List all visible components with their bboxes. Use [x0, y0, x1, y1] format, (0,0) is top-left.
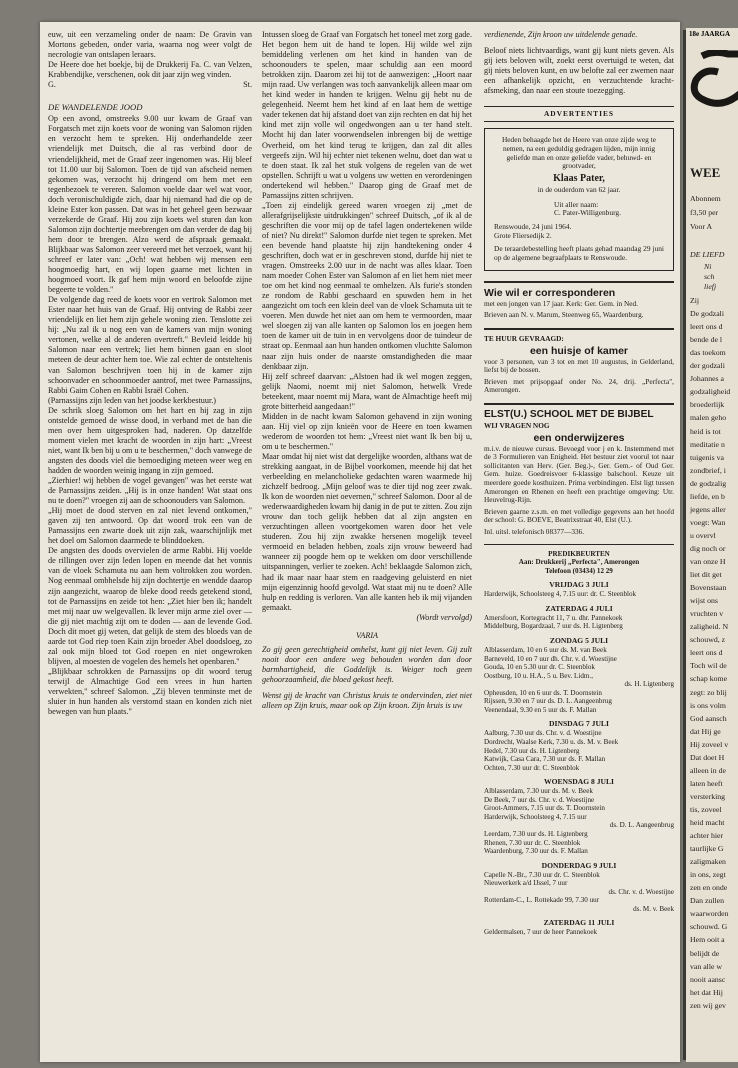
paragraph: euw, uit een verzameling onder de naam: De Gravin van Mortons gebeden, onder varia, waarna nog weer volgt de necrologie van ontslapen leraars.	[48, 30, 252, 60]
italic-paragraph: Wenst gij de kracht van Christus kruis te ondervinden, ziet niet alleen op Zijn kruis, maar ook op Zijn kroon. Zijn kruis is uw	[262, 691, 472, 711]
schedule-entry: Barneveld, 10 en 7 uur dh. Chr. v. d. Woestijne	[484, 654, 617, 663]
next-page-line: heid macht	[690, 818, 725, 827]
varia-paragraph: Beloof niets lichtvaardigs, want gij kunt niets geven. Als gij iets beloven wilt, zoekt eerst overtuigd te weten, dat gij niets beloven kunt, en uw belofte zal eer zwemen naar een afhankelijk opzicht, en verzuchtende kracht-afsmeking, dan naar een stoute toezegging.	[484, 46, 674, 96]
next-page-line: Hem ooit a	[690, 935, 725, 945]
next-page-line: De godzali	[690, 309, 724, 319]
correspondence-heading: Wie wil er corresponderen	[484, 286, 616, 299]
notice-intro: Heden behaagde het de Heere van onze zijde weg te nemen, na een geduldig gedragen lijden, mijn innig geliefde man en onze geliefde vader, behuwd- en grootvader,	[501, 135, 657, 171]
schedule-entry: Rhenen, 7.30 uur dr. C. Steenblok	[484, 838, 581, 847]
next-page-line: achter hier	[690, 831, 724, 841]
schedule-entry: ds. Chr. v. d. Woestijne	[608, 887, 674, 896]
newspaper-page	[40, 22, 680, 1062]
paragraph: (Parnassijns zijn leden van het joodse kerkbestuur.)	[48, 395, 217, 405]
next-page-line: wijst ons	[690, 596, 718, 606]
paragraph: Intussen sloeg de Graaf van Forgatsch het toneel met zorg gade. Het begon hem uit de hand te lopen. Hij wilde wel zijn bemiddeling verlenen om het kind in handen van de schoonouders te spelen, maar schuldig aan een moord betrokken zijn. Daarom zei hij tot de aanwezigen: „Hoort naar mijn raad. Uw verlangen was toch aanvankelijk alleen maar om het kind weder in handen te krijgen. Welnu gij hebt nu de gelegenheid. Neemt hem het kind af en laat hem de wettige vader tekenen dat hij afstand doet van zijn rechten en dat hij het kind met zijn volle wil ongedwongen aan u ter hand stelt. Mocht hij dan later voorwendselen inbrengen bij de wettige Overheid, om het kind terug te krijgen, dan zal dit alles vergeefs zijn. Wil hij echter niet tekenen welnu, doet dan wat u te doen staat. Ik zal het stuk volgens de regelen van de wet opstellen. Schrijft u wat u volgens uw wetten en verordeningen ondertekend wil hebben." Daarop ging de Graaf met de Parnassijns zitten schrijven.	[262, 30, 472, 200]
to-be-continued: (Wordt vervolgd)	[416, 612, 472, 622]
next-page-line: belijdt de	[690, 948, 720, 958]
school-heading: ELST(U.) SCHOOL MET DE BIJBEL	[484, 409, 654, 421]
rent-heading: TE HUUR GEVRAAGD:	[484, 334, 564, 343]
schedule-entry: De Beek, 7 uur ds. Chr. v. d. Woestijne	[484, 795, 595, 804]
school-subheading: WIJ VRAGEN NOG	[484, 421, 550, 431]
paragraph: „Zierhier! wij hebben de vogel gevangen" was het eerste wat de Parnassijns zeiden. „Hij is in onze handen! Wat staat ons nu te doen?" vroegen zij aan de schoonouders van Salomon.	[48, 476, 252, 506]
schedule-day: DINSDAG 7 JULI	[549, 719, 609, 729]
next-page-line: God aansch	[690, 713, 727, 723]
varia-continued: verdienende, Zijn kroon uw uitdelende genade.	[484, 30, 638, 39]
section-heading: VARIA	[355, 630, 379, 640]
next-page-line: zen wij gev	[690, 1000, 726, 1010]
next-page-line: voegt: Wan	[690, 517, 726, 527]
schedule-entry: Alblasserdam, 7.30 uur ds. M. v. Beek	[484, 787, 593, 796]
next-page-line: sch	[704, 272, 715, 281]
next-page-line: nooit aansc	[690, 974, 726, 984]
schedule-entry: Geldermalsen, 7 uur de heer Pannekoek	[484, 928, 598, 937]
notice-name: Klaas Pater,	[553, 173, 605, 185]
next-page-line: schap kome	[690, 674, 728, 684]
next-page-line: Zij	[690, 296, 700, 305]
school-body: m.i.v. de nieuwe cursus. Bevoegd voor j en k. Instemmend met de 3 Formulieren van Enigheid. Het bestuur ziet voorul tot naar sollicitanten van Herv. (Ger. Beg.)-, Ger. Gem.- of Oud Ger. Gem. huize. Goedreisvoer 6-klassige balschool. Keuze uit meerdere goede kosthuizen. Prima verbindingen. Elst ligt tussen Amerongen en Rhenen en heeft een prachtige omgeving: Utr. Heuvelrug-Rijn.	[484, 443, 674, 505]
notice-address-1: Renswoude, 24 juni 1964.	[494, 221, 572, 231]
schedule-entry: Leerdam, 7.30 uur ds. H. Ligtenberg	[484, 830, 588, 838]
next-page-line: zondbrief, i	[690, 465, 726, 475]
next-page-line: der godzali	[690, 361, 725, 371]
next-page-line: Johannes a	[690, 374, 724, 384]
schedule-entry: Oostburg, 10 u. H.A., 5 u. Bev. Lidm.,	[484, 671, 593, 680]
next-page-line: bende de l	[690, 335, 723, 345]
rent-title: een huisje of kamer	[529, 344, 629, 357]
school-address: Brieven gaarne z.s.m. en met volledige gegevens aan het hoofd der school: G. BOEVE, Beatrixstraat 40, Elst (U.).	[484, 506, 674, 525]
paragraph: „Blijkbaar schrokken de Parnassijns op dit woord terug terwijl de Almachtige God een vrees in hun harten verwekten," schreef Salomon. „Zij bleven tenminste met de sluier in hun handen als verstomd staan en konden zich niet bewegen van hun plaats."	[48, 666, 252, 717]
predikbeurten-phone: Telefoon (03434) 12 29	[545, 566, 613, 575]
paragraph: De schrik sloeg Salomon om het hart en hij zag in zijn ontstelde gemoed de wisse dood, in verband met de ban die men over hem uitgesproken had, naderen. Op datzelfde moment vielen met kracht de woorden in zijn hart: „Vreest niet, want Ik ben bij u om u te beschermen," doch vanwege de angsten des doods viel die bemoediging meteen weer weg en hadden de woorden weinig ingang in zijn gemoed.	[48, 405, 252, 475]
notice-age: in de ouderdom van 62 jaar.	[537, 184, 621, 194]
next-page-line: godzaligheid	[690, 387, 731, 397]
paragraph: De Heere doe het boekje, bij de Drukkerij Fa. C. van Velzen, Krabbendijke, verschenen, ook dit jaar zijn weg vinden.	[48, 60, 252, 80]
column-right	[484, 30, 674, 937]
next-page-line: versterking	[690, 791, 726, 801]
schedule-entry: Aalburg, 7.30 uur ds. Chr. v. d. Woestijne	[484, 729, 602, 738]
paragraph: De volgende dag reed de koets voor en vertrok Salomon met Ester naar het huis van de Graaf. Hij ontving de Rabbi zeer vriendelijk en liet hem zijn gehele woning zien. Tenslotte zei hij: „Nu zal ik u nog een van de kamers van mijn woning vertonen, welke al de anderen overtreft." Bevleid leidde hij Salomon naar een vertrek; liet hem binnen gaan en sloot meteen de deur achter hem toe. Wie zal echter de ontsteltenis van Salomon beschrijven toen hij in de kamer zijn schoonvader en schoonmoeder aantrof, met twee Parnassijns, Rabbi Gaim Cohen en Rabbi Israël Cohen.	[48, 295, 252, 395]
next-page-line: liet dit get	[690, 570, 722, 580]
schedule-entry: ds. D. L. Aangeenbrug	[609, 821, 674, 830]
next-page-line: broederlijk	[690, 400, 725, 410]
masthead-logo-fragment	[686, 50, 738, 130]
signature-line	[48, 80, 252, 90]
next-page-line: waarworden	[690, 909, 729, 919]
next-page-line: van alle w	[690, 961, 723, 971]
next-page-line: vruchten v	[690, 609, 724, 619]
schedule-day: ZONDAG 5 JULI	[549, 636, 609, 646]
schedule-entry: Middelburg, Bogardzaal, 7 uur ds. H. Ligtenberg	[484, 622, 623, 631]
column-middle	[262, 30, 472, 717]
schedule-entry: Waardenburg, 7.30 uur ds. F. Mallan	[484, 847, 588, 856]
next-page-line: liefj	[704, 282, 717, 291]
rent-body: voor 3 personen, van 3 tot en met 10 augustus, in Gelderland, liefst bij de bossen.	[484, 356, 674, 375]
next-page-line: tis, zoveel	[690, 804, 722, 814]
schedule-entry: ds. M. v. Beek	[633, 904, 674, 913]
next-page-line: zaligheid. N	[690, 622, 729, 632]
schedule-entry: ds. H. Ligtenberg	[624, 680, 674, 689]
next-page-line: Dat doet H	[690, 752, 725, 762]
next-page-line: Hij zoveel v	[690, 739, 729, 749]
schedule-entry: Alblasserdam, 10 en 6 uur ds. M. van Beek	[484, 646, 607, 655]
notice-burial: De teraardebestelling heeft plaats gehad maandag 29 juni op de algemene begraafplaats te Renswoude.	[494, 244, 664, 263]
sermon-schedule	[484, 580, 674, 937]
schedule-entry: Harderwijk, Schoolsteeg 4, 7.15 uur	[484, 812, 587, 821]
next-page-line: f3,50 per	[690, 208, 719, 217]
next-page-line: in ons, zegt	[690, 870, 726, 880]
next-page-line: de godzalig	[690, 478, 727, 488]
next-page-line: u overvl	[690, 530, 716, 540]
next-page-line: Bovenstaan	[690, 583, 727, 593]
schedule-entry: Veenendaal, 9.30 en 5 uur ds. F. Mallan	[484, 705, 597, 714]
notice-address-2: Grote Fliersedijk 2.	[494, 230, 552, 240]
next-page-line: Ni	[704, 262, 712, 271]
next-page-line: schouwd, z	[690, 635, 726, 645]
next-page-line: leert ons d	[690, 648, 723, 658]
predikbeurten-printer: Aan: Drukkerij „Perfecta", Amerongen	[518, 558, 640, 567]
paragraph: Hij zelf schreef daarvan: „Alstoen had ik wel mogen zeggen, gelijk Naomi, noemt mij niet Salomon, hetwelk Vrede beteekent, maar noemt mij Mara, want de Almachtige heeft mij grote bitterheid aangedaan!"	[262, 371, 472, 411]
italic-paragraph: Zo gij geen gerechtigheid omhelst, kunt gij niet leven. Gij zult nooit door een andere weg behouden worden dan door barmhartigheid, die Goddelijk is. Weiger toch geen gehoorzaamheid, die bloed gekost heeft.	[262, 644, 472, 684]
advertenties-heading: ADVERTENTIES	[484, 106, 674, 122]
next-page-line: zen en onde	[690, 883, 728, 893]
schedule-entry: Gouda, 10 en 5.30 uur dr. C. Steenblok	[484, 663, 595, 672]
next-page-line: DE LIEFD	[690, 250, 725, 259]
adjacent-page	[686, 28, 738, 1062]
correspondence-body: met een jongen van 17 jaar. Kerk: Ger. Gem. in Ned.	[484, 298, 638, 308]
schedule-day: DONDERDAG 9 JULI	[541, 860, 617, 870]
next-page-line: zegt: zo blij	[690, 687, 727, 697]
notice-uit: Uit aller naam:	[554, 199, 599, 209]
next-page-line: das toekom	[690, 348, 726, 358]
schedule-entry: Rijssen, 9.30 en 7 uur ds. D. L. Aangeenbrug	[484, 697, 612, 706]
schedule-day: ZATERDAG 11 JULI	[543, 918, 615, 928]
school-phone: Inl. uitsl. telefonisch 08377—336.	[484, 527, 585, 537]
schedule-entry: Ochten, 7.30 uur dr. C. Steenblok	[484, 763, 580, 772]
next-page-line: jegens aller	[690, 504, 726, 514]
next-page-line: Abonnem	[690, 194, 721, 203]
next-page-line: meditatie n	[690, 439, 725, 449]
schedule-entry: Opheusden, 10 en 6 uur ds. T. Doornstein	[484, 688, 602, 697]
notice-signature: C. Pater-Willigenburg.	[554, 208, 621, 218]
next-page-line: van onze H	[690, 557, 726, 566]
schedule-day: WOENSDAG 8 JULI	[543, 777, 615, 787]
next-page-line: Dan zullen	[690, 896, 724, 906]
next-page-line: alleen in de	[690, 765, 726, 775]
next-page-line: Toch wil de	[690, 661, 727, 671]
schedule-day: ZATERDAG 4 JULI	[545, 603, 613, 613]
next-page-line: laten heeft	[690, 778, 723, 788]
column-left	[48, 30, 252, 717]
next-page-line: schouwd. G	[690, 922, 728, 932]
next-page-line: dat Hij ge	[690, 726, 721, 736]
next-page-line: leert ons d	[690, 322, 723, 332]
next-page-line: taurlijke G	[690, 844, 724, 854]
signature-left: G.	[48, 80, 56, 90]
paragraph: „Hij moet de dood sterven en zal niet levend ontkomen," gaven zij ten antwoord. Op dat woord trok een van de Parnassijns een zwarte doek uit zijn zak, waarschijnlijk met het doel om Salomon daarmede te blinddoeken.	[48, 506, 252, 546]
rent-address: Brieven met prijsopgaaf onder No. 24, drij. „Perfecta", Amerongen.	[484, 376, 674, 395]
schedule-entry: Dordrecht, Waalse Kerk, 7.30 u. ds. M. v. Beek	[484, 738, 619, 747]
next-page-line: malen geho	[690, 413, 727, 423]
paragraph: Maar omdat hij niet wist dat dergelijke woorden, althans wat de strekking aangaat, in de Bijbel voorkomen, meende hij dat het verbeelding en melancholieke gedachten waren waarmede hij zichzelf bedroog. „Mijn geloof was te dier tijd nog zeer zwak. Ik kon de woorden niet oevernen," schreef Salomon. Door al de wederwaardigheden kwam hij danig in de put te zitten. Zou zijn vrouw dan toch gelijk hebben dat al zijn angsten en verzuchtingen alleen voortgekomen waren door het vele studeren. Zou hij zijn zwakke hersenen mogelijk teveel vermoeid en beladen hebben, zoals zijn vrouw beweerd had wanneer zij poogde hem op te wekken om door verschillende uitspanningen, verlier te zoeken. Ach! beklaagde Salomon zich, had ik maar naar haar stem en raadgeving geluisterd en niet mijn eigenzinnig hoofd gevolgd. Wat staat mij nu te doen? Alle hulp en redding is verloren. Van alle kanten heb ik mij vijanden gemaakt.	[262, 451, 472, 612]
next-page-line: dig noch or	[690, 543, 726, 553]
signature-right: St.	[243, 80, 252, 90]
paragraph: De angsten des doods overvielen de arme Rabbi. Hij voelde de rillingen over zijn leden lopen en meende dat het vonnis van de vloek Schamuta nu aan hem voltrokken zou worden. Nog eenmaal ombhelsde hij zijn dochtertje en wendde daarop zijn aangezicht, waarop de bleke dood reeds getekend stond, tot de Parnassijns en zeide tot hen: „Ziet hier ben ik; handelt met mij naar uw welgevallen. Ik lever mijn arme ziel over — die gij niet machtig zijt om te doden — aan de levende God. Doch dit moet gij weten, dat gelijk de stem des bloeds van de aarde tot God riep toen Kain zijn broeder Abel doodsloeg, zo zal ook mijn bloed tot God roepen en niet ongewroken blijven, al moesten de vogelen des hemels het openbaren."	[48, 546, 252, 666]
paragraph: Midden in de nacht kwam Salomon gehavend in zijn woning aan. Hij viel op zijn knieën voor de Heere en toen kwamen wederom de woorden tot hem: „Vreest niet want Ik ben bij u, om u te beschermen."	[262, 411, 472, 451]
next-page-line: is ons volm	[690, 700, 726, 710]
schedule-entry: Harderwijk, Schoolsteeg 4, 7.15 uur: dr. C. Steenblok	[484, 590, 637, 599]
schedule-entry: Amersfoort, Kortegracht 11, 7 u. dhr. Pannekoek	[484, 613, 623, 622]
death-notice	[484, 128, 674, 270]
schedule-entry: Rotterdam-C., L. Rottekade 99, 7.30 uur	[484, 896, 600, 905]
paragraph: Op een avond, omstreeks 9.00 uur kwam de Graaf van Forgatsch met zijn koets voor de woning van Salomon rijden en verzocht hem te spreken. Hij onderhandelde zeer vriendelijk met Duitsch, die al ras verbind door de vriendelijkheid, met de Graaf zeer ingenomen was. Hij bleef tot 11.00 uur bij Salomon. Toen de tijd van afscheid nemen gekomen was, verzocht hij dringend om hem met een tegenbezoek te vereren. Salomon voelde daar wel wat voor, doch veronischuldigde zich, daar hij niemand had die op de kleine Ester kon passen. Dat was in het geheel geen bezwaar verzekerde de Graaf. Hij zou zijn koets wel sturen dan kon Salomon zijn dochtertje meebrengen om dan verder de dag bij hem door te brengen. Alzo werd de afspraak gemaakt. Blijkbaar was Salomon zeer vereerd met het verzoek, want hij schreef er later van: „Och! wat hebben wij mensen een hoogmoedig hart, en wij lopen gaarne met lichten in hoogmoed voort. Ik gaf hem mijn woord en beloofde zijne begeerte te volden."	[48, 114, 252, 295]
schedule-entry: Groot-Ammers, 7.15 uur ds. T. Doornstein	[484, 804, 605, 813]
schedule-entry: Katwijk, Casa Cara, 7.30 uur ds. F. Mallan	[484, 755, 606, 764]
next-page-header: 18e JAARGA	[686, 28, 738, 40]
schedule-entry: Hedel, 7.30 uur ds. H. Ligtenberg	[484, 746, 580, 755]
schedule-entry: Capelle N.-Br., 7.30 uur dr. C. Steenblok	[484, 870, 600, 879]
schedule-day: VRIJDAG 3 JULI	[549, 580, 609, 590]
predikbeurten-heading: PREDIKBEURTEN	[548, 549, 610, 558]
next-page-line: heid is tot	[690, 426, 721, 436]
next-page-line: WEE	[690, 165, 721, 180]
next-page-line: het dat Hij	[690, 987, 723, 997]
next-page-line: zaligmaken	[690, 857, 726, 867]
school-title: een onderwijzeres	[533, 431, 625, 444]
next-page-line: liefde, en b	[690, 491, 725, 501]
correspondence-address: Brieven aan N. v. Marum, Steenweg 65, Waardenburg.	[484, 310, 644, 320]
next-page-line: Voor A	[690, 222, 713, 231]
next-page-line: tuigenis va	[690, 452, 724, 462]
article-heading: DE WANDELENDE JOOD	[48, 102, 143, 113]
paragraph: „Toen zij eindelijk gereed waren vroegen zij „met de allerafgrijselijkste uitdrukkingen" schreef Duitsch, „of ik al de geschriften die voor mij op de tafel lagen ondertekenen wilde of niet? Nu direkt!" Salomon durfde niet tegen te spreken. Met een bevende hand plaatste hij zijn handtekening onder 4 geschriften, doch wat er in geschreven stond, durfde hij niet te vragen. Omstreeks 2.00 uur in de nacht was alles klaar. Toen nam moeder Cohen Ester van Salomon af en liet hem niet meer toe om het kind nog eenmaal te omhelzen. Als furie's stonden ze rondom de Rabbi geschaard en spuwden hem in het aangezicht om toch een klein deel van de vloek Schamuta uit te voeren. Men duwde het niet aan om hem te vermoorden, maar wel sloegen zij van alle kanten op Salomon los en joegen hem toen de kamer uit de tuin in en vervolgens door de tuindeur de straat op. Eenmaal aan hun handen ontkomen vluchtte Salomon naar zijn huis onder de naarste omstandigheden die maar denkbaar zijn.	[262, 200, 472, 371]
schedule-entry: Nieuwerkerk a/d IJssel, 7 uur	[484, 879, 568, 888]
